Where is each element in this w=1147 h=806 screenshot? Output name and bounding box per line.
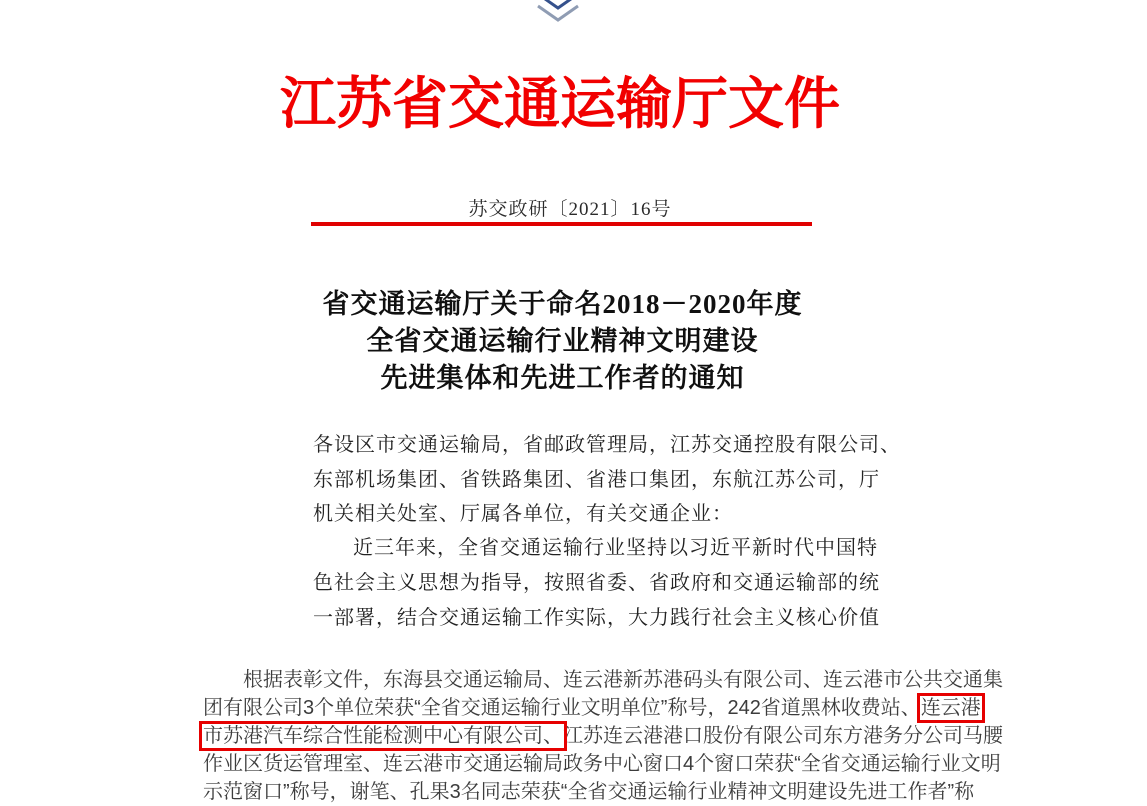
body-line-2: 色社会主义思想为指导，按照省委、省政府和交通运输部的统 xyxy=(313,572,880,594)
body-paragraph xyxy=(313,531,880,636)
article-line-5: 示范窗口”称号，谢笔、孔果3名同志荣获“全省交通运输行业精神文明建设先进工作者”称 xyxy=(203,781,975,803)
highlight-box-lianyungang-part1: 连云港 xyxy=(920,697,981,719)
highlight-box-lianyungang-part2: 市苏港汽车综合性能检测中心有限公司、 xyxy=(203,725,563,747)
article-line-2 xyxy=(203,694,981,722)
article-line-2-text: 团有限公司3个单位荣获“全省交通运输行业文明单位”称号，242省道黑林收费站、 xyxy=(203,697,921,719)
article-line-3-text: 江苏连云港港口股份有限公司东方港务分公司马腰 xyxy=(563,725,1003,747)
article-line-3 xyxy=(203,722,1003,750)
notice-title-line-3: 先进集体和先进工作者的通知 xyxy=(380,363,745,393)
notice-title xyxy=(280,286,845,397)
article-text-block xyxy=(203,666,1003,806)
scroll-down-chevron-icon[interactable] xyxy=(535,0,581,26)
notice-title-line-1: 省交通运输厅关于命名2018－2020年度 xyxy=(322,289,803,319)
letterhead-divider-rule xyxy=(311,222,812,226)
body-line-3: 一部署，结合交通运输工作实际，大力践行社会主义核心价值 xyxy=(313,607,880,629)
recipients-line-3: 机关相关处室、厅属各单位，有关交通企业： xyxy=(313,503,733,525)
article-line-4: 作业区货运管理室、连云港市交通运输局政务中心窗口4个窗口荣获“全省交通运输行业文明 xyxy=(203,753,1001,775)
body-line-1: 近三年来，全省交通运输行业坚持以习近平新时代中国特 xyxy=(353,537,878,559)
recipients-line-1: 各设区市交通运输局，省邮政管理局，江苏交通控股有限公司、 xyxy=(313,434,901,456)
recipients-paragraph xyxy=(313,428,901,532)
notice-title-line-2: 全省交通运输行业精神文明建设 xyxy=(366,326,759,356)
recipients-line-2: 东部机场集团、省铁路集团、省港口集团，东航江苏公司，厅 xyxy=(313,468,880,491)
letterhead-title: 江苏省交通运输厅文件 xyxy=(280,74,840,136)
article-line-1: 根据表彰文件，东海县交通运输局、连云港新苏港码头有限公司、连云港市公共交通集 xyxy=(243,669,1003,691)
document-number: 苏交政研〔2021〕16号 xyxy=(468,199,672,220)
